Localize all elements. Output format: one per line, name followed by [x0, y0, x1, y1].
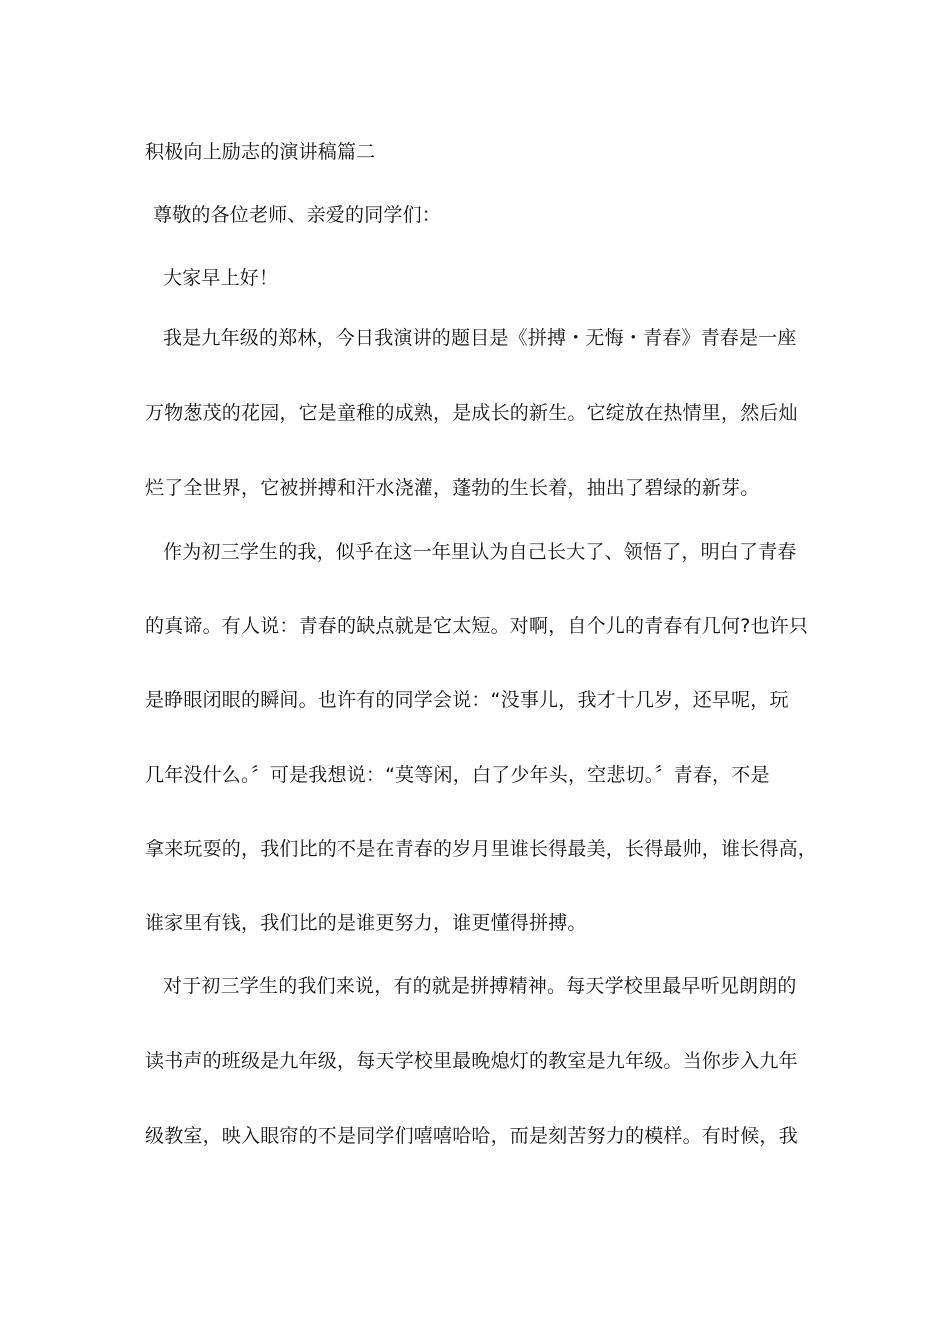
paragraph-line: 读书声的班级是九年级，每天学校里最晚熄灯的教室是九年级。当你步入九年 — [145, 1050, 798, 1072]
salutation: 尊敬的各位老师、亲爱的同学们： — [153, 204, 442, 226]
paragraph-line: 谁家里有钱，我们比的是谁更努力，谁更懂得拼搏。 — [145, 912, 587, 934]
paragraph-line: 级教室，映入眼帘的不是同学们嘻嘻哈哈，而是刻苦努力的模样。有时候，我 — [145, 1125, 798, 1147]
paragraph-line: 我是九年级的郑林，今日我演讲的题目是《拼搏・无悔・青春》青春是一座 — [163, 327, 797, 349]
paragraph-line: 拿来玩耍的，我们比的不是在青春的岁月里谁长得最美，长得最帅，谁长得高， — [145, 838, 818, 860]
greeting: 大家早上好！ — [163, 267, 279, 289]
paragraph-line: 的真谛。有人说：青春的缺点就是它太短。对啊，自个儿的青春有几何?也许只 — [145, 615, 809, 637]
paragraph-line: 作为初三学生的我，似乎在这一年里认为自己长大了、领悟了，明白了青春 — [163, 541, 797, 563]
paragraph-line: 对于初三学生的我们来说，有的就是拼搏精神。每天学校里最早听见朗朗的 — [163, 975, 797, 997]
paragraph-line: 烂了全世界，它被拼搏和汗水浇灌，蓬勃的生长着，抽出了碧绿的新芽。 — [145, 477, 760, 499]
paragraph-line: 万物葱茂的花园，它是童稚的成熟，是成长的新生。它绽放在热情里，然后灿 — [145, 402, 798, 424]
paragraph-line: 是睁眼闭眼的瞬间。也许有的同学会说：“没事儿，我才十几岁，还早呢，玩 — [145, 689, 789, 711]
document-title: 积极向上励志的演讲稿篇二 — [145, 141, 376, 163]
paragraph-line: 几年没什么。〞可是我想说：“莫等闲，白了少年头，空悲切。〞青春，不是 — [145, 764, 770, 786]
